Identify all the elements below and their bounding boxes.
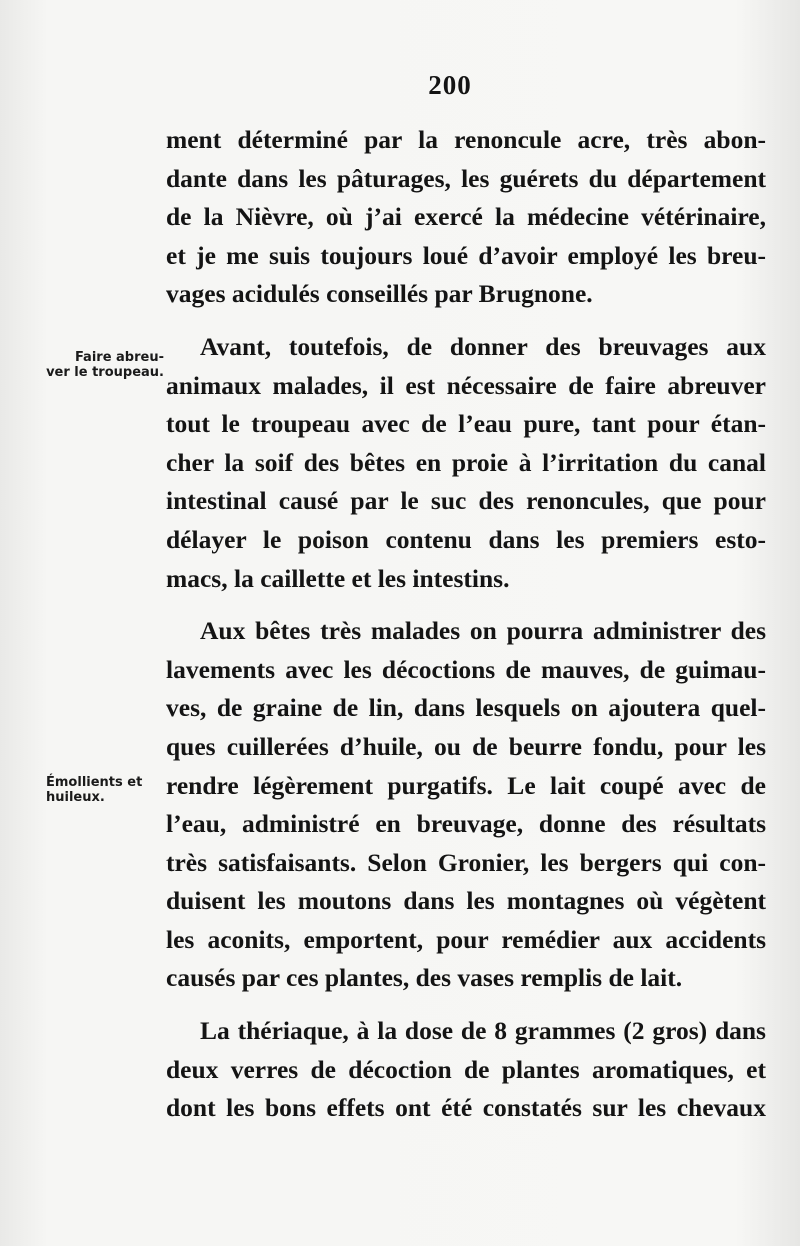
body-text xyxy=(166,121,766,1128)
text-line: dont les bons effets ont été constatés sur les chevaux xyxy=(166,1093,766,1123)
text-line: La thériaque, à la dose de 8 grammes (2 gros) dans xyxy=(200,1016,766,1046)
margin-note-line: Émollients et xyxy=(46,775,143,790)
paragraph xyxy=(166,121,766,314)
text-line: dante dans les pâturages, les guérets du département xyxy=(166,163,766,193)
text-line: intestinal causé par le suc des renoncules, que pour xyxy=(166,486,766,516)
text-line: ves, de graine de lin, dans lesquels on ajoutera quel- xyxy=(166,693,766,723)
margin-note-line: ver le troupeau. xyxy=(46,365,164,380)
margin-note-emollients xyxy=(46,775,164,805)
paragraph xyxy=(166,1012,766,1128)
text-line: duisent les moutons dans les montagnes où végètent xyxy=(166,886,766,916)
text-line: tout le troupeau avec de l’eau pure, tant pour étan- xyxy=(166,409,766,439)
text-line: délayer le poison contenu dans les premiers esto- xyxy=(166,524,766,554)
text-line: l’eau, administré en breuvage, donne des résultats xyxy=(166,809,766,839)
text-line: causés par ces plantes, des vases remplis de lait. xyxy=(166,963,683,993)
text-line: rendre légèrement purgatifs. Le lait coupé avec de xyxy=(166,770,766,800)
text-line: très satisfaisants. Selon Gronier, les bergers qui con- xyxy=(166,847,766,877)
paragraph xyxy=(166,612,766,998)
text-line: de la Nièvre, où j’ai exercé la médecine vétérinaire, xyxy=(166,202,766,232)
text-line: les aconits, emportent, pour remédier aux accidents xyxy=(166,924,766,954)
text-line: lavements avec les décoctions de mauves, de guimau- xyxy=(166,654,766,684)
page-number: 200 xyxy=(428,70,472,100)
text-line: ques cuillerées d’huile, ou de beurre fondu, pour les xyxy=(166,731,766,761)
text-line: macs, la caillette et les intestins. xyxy=(166,563,510,593)
text-line: Aux bêtes très malades on pourra administrer des xyxy=(200,616,766,646)
text-line: vages acidulés conseillés par Brugnone. xyxy=(166,279,593,309)
text-line: ment déterminé par la renoncule acre, très abon- xyxy=(166,125,766,154)
margin-note-line: huileux. xyxy=(46,790,105,805)
paragraph xyxy=(166,328,766,598)
text-line: Avant, toutefois, de donner des breuvages aux xyxy=(200,331,766,361)
text-line: animaux malades, il est nécessaire de faire abreuver xyxy=(166,370,766,400)
text-line: cher la soif des bêtes en proie à l’irritation du canal xyxy=(166,447,766,477)
margin-note-line: Faire abreu- xyxy=(74,350,164,365)
text-line: deux verres de décoction de plantes aromatiques, et xyxy=(166,1054,766,1084)
margin-note-faire-abreuver xyxy=(46,350,164,380)
text-line: et je me suis toujours loué d’avoir employé les breu- xyxy=(166,240,766,270)
